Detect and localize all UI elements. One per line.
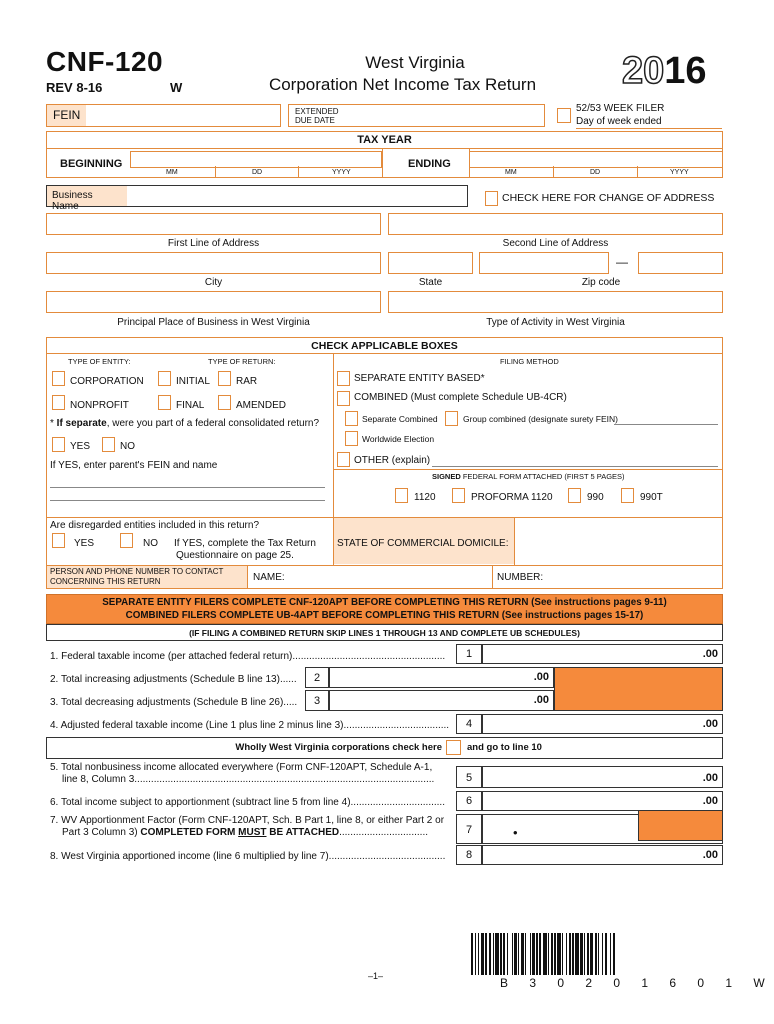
form-990-label: 990 <box>587 492 604 503</box>
line-7-label-b <box>62 827 454 838</box>
line-3-amount[interactable]: .00 <box>329 690 554 711</box>
contact-name-label: NAME: <box>253 572 285 583</box>
line-7-bold-2: BE ATTACHED <box>266 827 340 838</box>
barcode <box>471 933 723 975</box>
domicile-field[interactable] <box>515 518 722 564</box>
barcode-bar <box>572 933 574 975</box>
nonprofit-label: NONPROFIT <box>70 400 129 411</box>
wholly-wv-checkbox[interactable] <box>446 740 461 755</box>
end-yyyy-label: YYYY <box>670 169 689 176</box>
barcode-bar <box>590 933 594 975</box>
barcode-bar <box>512 933 513 975</box>
end-dd-label: DD <box>590 169 601 176</box>
barcode-bar <box>569 933 570 975</box>
beginning-label: BEGINNING <box>60 158 123 170</box>
business-name-label: Business Name <box>47 186 127 206</box>
line-2-label: 2. Total increasing adjustments (Schedule B line 13)...... <box>50 674 297 685</box>
barcode-bar <box>605 933 606 975</box>
due-date-label: DUE DATE <box>295 116 335 125</box>
city-field[interactable] <box>46 252 381 274</box>
zip-field[interactable] <box>479 252 609 274</box>
line-3-number: 3 <box>305 690 329 711</box>
contact-label-2: CONCERNING THIS RETURN <box>50 577 161 586</box>
group-combined-label: Group combined (designate surety FEIN) <box>463 414 618 424</box>
line-1-amount[interactable]: .00 <box>482 644 723 664</box>
barcode-bar <box>610 933 611 975</box>
wholly-wv-label: Wholly West Virginia corporations check here <box>235 742 442 753</box>
amended-label: AMENDED <box>236 400 287 411</box>
final-label: FINAL <box>176 400 205 411</box>
barcode-bar <box>539 933 540 975</box>
worldwide-label: Worldwide Election <box>362 434 435 444</box>
begin-dd-sep <box>298 166 299 177</box>
consolidated-no-label: NO <box>120 441 135 452</box>
skip-note: (IF FILING A COMBINED RETURN SKIP LINES 1 THROUGH 13 AND COMPLETE UB SCHEDULES) <box>189 628 580 638</box>
disregarded-question: Are disregarded entities included in this return? <box>50 520 260 531</box>
barcode-bar <box>493 933 494 975</box>
barcode-bar <box>613 933 615 975</box>
return-type-header: TYPE OF RETURN: <box>208 357 276 366</box>
questionnaire-label: Questionnaire on page 25. <box>176 550 294 561</box>
form-title: Corporation Net Income Tax Return <box>268 75 537 94</box>
line-7-dots: ................................ <box>339 827 428 838</box>
nonprofit-checkbox[interactable] <box>52 395 65 410</box>
zip-ext-field[interactable] <box>638 252 723 274</box>
form-w-mark: W <box>170 80 183 95</box>
banner-line-2: COMBINED FILERS COMPLETE UB-4APT BEFORE COMPLETING THIS RETURN (See instructions pages 15-17) <box>125 610 644 621</box>
entity-type-header: TYPE OF ENTITY: <box>68 357 131 366</box>
rar-checkbox[interactable] <box>218 371 231 386</box>
line-3-label: 3. Total decreasing adjustments (Schedule B line 26)..... <box>50 697 298 708</box>
signed-divider <box>333 469 723 470</box>
beginning-date-field[interactable] <box>130 151 382 168</box>
contact-sep-2 <box>492 565 493 589</box>
activity-type-field[interactable] <box>388 291 723 313</box>
separate-combined-label: Separate Combined <box>362 414 438 424</box>
initial-label: INITIAL <box>176 376 210 387</box>
barcode-bar <box>489 933 491 975</box>
go-to-line-10: and go to line 10 <box>467 742 542 753</box>
fein-field[interactable] <box>46 104 281 127</box>
week-filer-label: 52/53 WEEK FILER <box>576 103 665 114</box>
change-address-label: CHECK HERE FOR CHANGE OF ADDRESS <box>502 192 715 204</box>
if-separate-bold: If separate <box>56 418 107 429</box>
final-checkbox[interactable] <box>158 395 171 410</box>
consolidated-yes-checkbox[interactable] <box>52 437 65 452</box>
form-revision: REV 8-16 <box>46 80 103 95</box>
barcode-bar <box>551 933 552 975</box>
if-separate-prefix: * <box>50 418 57 429</box>
page-number: –1– <box>368 971 384 981</box>
separate-entity-checkbox[interactable] <box>337 371 350 386</box>
change-address-checkbox[interactable] <box>485 191 498 206</box>
line-6-label: 6. Total income subject to apportionment (subtract line 5 from line 4).................................. <box>50 797 445 808</box>
disregarded-no-label: NO <box>143 538 158 549</box>
form-state: West Virginia <box>365 53 465 72</box>
extended-label: EXTENDED <box>295 107 339 116</box>
address-line2-field[interactable] <box>388 213 723 235</box>
begin-dd-label: DD <box>252 169 263 176</box>
filing-method-header: FILING METHOD <box>500 357 559 366</box>
check-boxes-title: CHECK APPLICABLE BOXES <box>311 340 458 352</box>
barcode-bar <box>584 933 585 975</box>
barcode-bar <box>500 933 502 975</box>
barcode-bar <box>580 933 582 975</box>
line-8-number: 8 <box>456 845 482 865</box>
line-8-amount[interactable]: .00 <box>482 845 723 865</box>
barcode-bar <box>503 933 504 975</box>
line-5-label-b: line 8, Column 3............................................................................................................ <box>62 774 435 785</box>
barcode-bar <box>475 933 476 975</box>
barcode-bar <box>602 933 603 975</box>
signed-rest: FEDERAL FORM ATTACHED (FIRST 5 PAGES) <box>460 472 625 481</box>
group-combined-checkbox[interactable] <box>445 411 458 426</box>
line-7-number: 7 <box>456 814 482 844</box>
tax-year-divider <box>46 148 723 149</box>
signed-federal-label <box>432 472 625 481</box>
if-separate-question <box>50 418 319 429</box>
city-label: City <box>204 277 223 288</box>
consolidated-yes-label: YES <box>70 441 91 452</box>
parent-line-1[interactable] <box>50 487 325 488</box>
amended-checkbox[interactable] <box>218 395 231 410</box>
tax-year-title: TAX YEAR <box>357 134 412 146</box>
initial-checkbox[interactable] <box>158 371 171 386</box>
ending-label: ENDING <box>408 158 451 170</box>
fein-label: FEIN <box>47 105 86 126</box>
tax-year-display <box>622 52 707 90</box>
line-5-label-a: 5. Total nonbusiness income allocated everywhere (Form CNF-120APT, Schedule A-1, <box>50 762 433 773</box>
worldwide-checkbox[interactable] <box>345 431 358 446</box>
barcode-bar <box>598 933 599 975</box>
parent-line-2[interactable] <box>50 500 325 501</box>
line-6-number: 6 <box>456 791 482 811</box>
second-line-label: Second Line of Address <box>502 238 609 249</box>
disregarded-yes-label: YES <box>74 538 95 549</box>
line-4-amount[interactable]: .00 <box>482 714 723 734</box>
barcode-bar <box>530 933 531 975</box>
year-outline: 20 <box>622 50 665 92</box>
barcode-bar <box>532 933 534 975</box>
signed-bold: SIGNED <box>432 472 461 481</box>
barcode-bar <box>562 933 563 975</box>
day-of-week-label: Day of week ended <box>576 116 662 127</box>
barcode-bar <box>575 933 579 975</box>
banner-line-1: SEPARATE ENTITY FILERS COMPLETE CNF-120APT BEFORE COMPLETING THIS RETURN (See instructions pages 9-11) <box>102 597 667 608</box>
barcode-bar <box>507 933 508 975</box>
corporation-checkbox[interactable] <box>52 371 65 386</box>
barcode-bar <box>525 933 526 975</box>
form-1120-label: 1120 <box>414 492 436 503</box>
line-5-amount[interactable]: .00 <box>482 766 723 788</box>
ending-date-field[interactable] <box>469 151 723 168</box>
barcode-bar <box>485 933 486 975</box>
surety-fein-line[interactable] <box>614 424 718 425</box>
rar-label: RAR <box>236 376 258 387</box>
begin-yyyy-label: YYYY <box>332 169 351 176</box>
form-1120-checkbox[interactable] <box>395 488 408 503</box>
line-4-number: 4 <box>456 714 482 734</box>
if-yes-complete-label: If YES, complete the Tax Return <box>174 538 316 549</box>
end-mm-sep <box>553 166 554 177</box>
line-7-prefix: Part 3 Column 3) <box>62 827 141 838</box>
line-1-label: 1. Federal taxable income (per attached federal return)....................................................... <box>50 651 446 662</box>
line-7-label-a: 7. WV Apportionment Factor (Form CNF-120APT, Sch. B Part 1, line 8, or either Part 2 or <box>50 815 445 826</box>
principal-place-field[interactable] <box>46 291 381 313</box>
contact-number-field[interactable] <box>548 566 722 588</box>
barcode-bar <box>566 933 567 975</box>
corporation-label: CORPORATION <box>70 376 144 387</box>
barcode-bar <box>521 933 523 975</box>
contact-sep-1 <box>247 565 248 589</box>
line-1-number: 1 <box>456 644 482 664</box>
form-990t-checkbox[interactable] <box>621 488 634 503</box>
check-title-divider <box>46 353 723 354</box>
separate-entity-label: SEPARATE ENTITY BASED* <box>354 373 485 384</box>
state-field[interactable] <box>388 252 473 274</box>
line-8-label: 8. West Virginia apportioned income (line 6 multiplied by line 7).......................................... <box>50 851 446 862</box>
combined-label: COMBINED (Must complete Schedule UB-4CR) <box>354 392 567 403</box>
line-4-label: 4. Adjusted federal taxable income (Line 1 plus line 2 minus line 3)...................................... <box>50 720 450 731</box>
line-5-number: 5 <box>456 766 482 788</box>
combined-checkbox[interactable] <box>337 391 350 406</box>
business-name-field[interactable] <box>46 185 468 212</box>
contact-number-label: NUMBER: <box>497 572 544 583</box>
barcode-bar <box>554 933 556 975</box>
barcode-bar <box>587 933 588 975</box>
other-explain-line[interactable] <box>432 466 718 467</box>
other-label: OTHER (explain) <box>354 455 431 466</box>
consolidated-no-checkbox[interactable] <box>102 437 115 452</box>
barcode-text: B 3 0 2 0 1 6 0 1 W <box>500 976 774 990</box>
disregarded-no-checkbox[interactable] <box>120 533 133 548</box>
barcode-bar <box>495 933 499 975</box>
contact-name-field[interactable] <box>290 566 490 588</box>
line-7-bullet: • <box>513 825 518 840</box>
zip-dash: — <box>616 255 628 269</box>
if-separate-rest: , were you part of a federal consolidated return? <box>106 418 320 429</box>
begin-mm-sep <box>215 166 216 177</box>
line-7-shade <box>638 810 723 841</box>
activity-type-label: Type of Activity in West Virginia <box>486 317 625 328</box>
ending-box-left <box>382 148 383 178</box>
year-solid: 16 <box>664 50 707 92</box>
contact-label-1: PERSON AND PHONE NUMBER TO CONTACT <box>50 567 224 576</box>
parent-fein-label: If YES, enter parent's FEIN and name <box>50 460 218 471</box>
barcode-bar <box>557 933 561 975</box>
line-2-number: 2 <box>305 667 329 688</box>
end-mm-label: MM <box>505 169 517 176</box>
barcode-bar <box>536 933 538 975</box>
form-990t-label: 990T <box>640 492 663 503</box>
barcode-bar <box>478 933 479 975</box>
line-2-amount[interactable]: .00 <box>329 667 554 688</box>
barcode-bar <box>543 933 547 975</box>
domicile-label: STATE OF COMMERCIAL DOMICILE: <box>337 538 509 549</box>
barcode-bar <box>481 933 485 975</box>
barcode-bar <box>548 933 549 975</box>
state-label: State <box>418 277 443 288</box>
proforma-checkbox[interactable] <box>452 488 465 503</box>
day-of-week-line <box>576 128 722 129</box>
barcode-bar <box>595 933 597 975</box>
form-id: CNF-120 <box>46 46 164 77</box>
form-990-checkbox[interactable] <box>568 488 581 503</box>
address-line1-field[interactable] <box>46 213 381 235</box>
begin-mm-label: MM <box>166 169 178 176</box>
separate-combined-checkbox[interactable] <box>345 411 358 426</box>
end-dd-sep <box>637 166 638 177</box>
barcode-bar <box>471 933 473 975</box>
line-6-amount[interactable]: .00 <box>482 791 723 811</box>
disregarded-yes-checkbox[interactable] <box>52 533 65 548</box>
principal-place-label: Principal Place of Business in West Virginia <box>117 317 310 328</box>
line-7-bold-1: COMPLETED FORM <box>140 827 239 838</box>
zip-label: Zip code <box>581 277 621 288</box>
week-filer-checkbox[interactable] <box>557 108 571 123</box>
extended-due-date-field[interactable] <box>288 104 545 127</box>
barcode-bar <box>514 933 516 975</box>
line-2-shade <box>554 667 723 711</box>
proforma-label: PROFORMA 1120 <box>471 492 553 503</box>
first-line-label: First Line of Address <box>167 238 260 249</box>
line-7-must: MUST <box>238 827 267 838</box>
barcode-bar <box>518 933 519 975</box>
other-checkbox[interactable] <box>337 452 350 467</box>
